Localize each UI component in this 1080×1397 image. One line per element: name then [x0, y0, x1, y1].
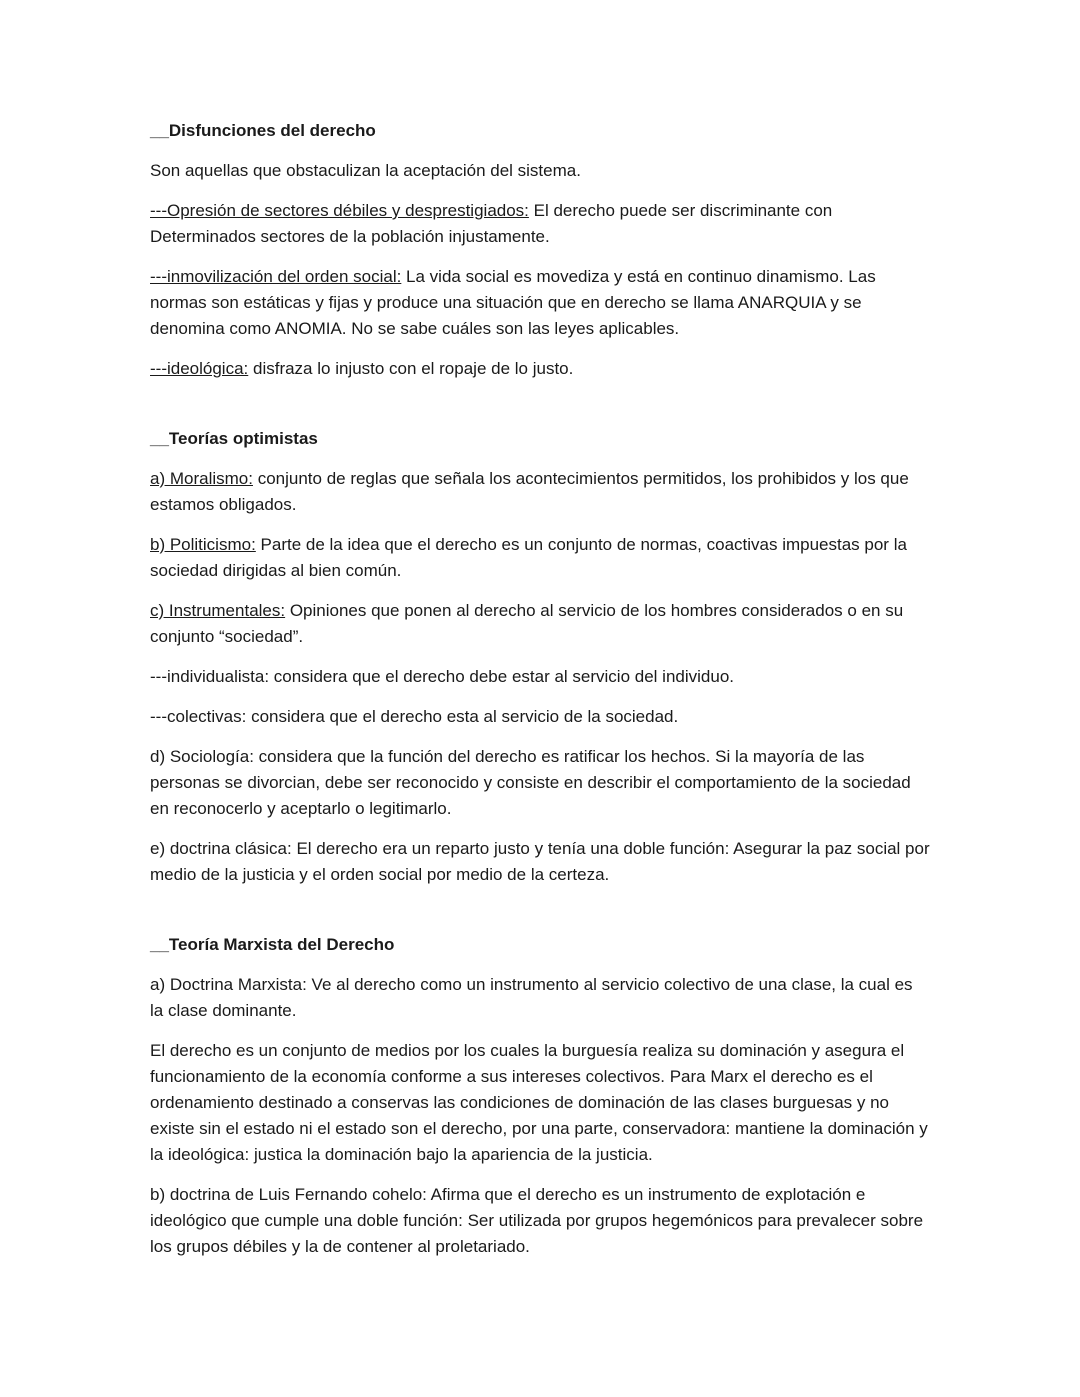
paragraph — [150, 198, 930, 250]
paragraph — [150, 664, 930, 690]
document-body — [150, 118, 930, 1260]
text-run: d) Sociología: considera que la función del derecho es ratificar los hechos. Si la mayoría de las personas se divorcian, debe ser reconocido y consiste en describir el comportamiento de la sociedad en reconocerlo y aceptarlo o legitimarlo. — [150, 747, 911, 818]
paragraph — [150, 158, 930, 184]
text-run: __Disfunciones del derecho — [150, 121, 376, 140]
text-run: b) Politicismo: — [150, 535, 256, 554]
text-run: El derecho puede ser discriminante con Determinados sectores de la población injustamente. — [150, 201, 833, 246]
text-run: b) doctrina de Luis Fernando cohelo: Afirma que el derecho es un instrumento de explotación e ideológico que cumple una doble función: Ser utilizada por grupos hegemónicos para prevalecer sobre los grupos débiles y la de contener al proletariado. — [150, 1185, 924, 1256]
paragraph — [150, 356, 930, 382]
paragraph — [150, 598, 930, 650]
paragraph — [150, 836, 930, 888]
text-run: e) doctrina clásica: El derecho era un reparto justo y tenía una doble función: Asegurar la paz social por medio de la justicia y el orden social por medio de la certeza. — [150, 839, 930, 884]
text-run: ---Opresión de sectores débiles y desprestigiados: — [150, 201, 529, 220]
section-heading — [150, 426, 930, 452]
paragraph — [150, 466, 930, 518]
text-run: a) Doctrina Marxista: Ve al derecho como un instrumento al servicio colectivo de una clase, la cual es la clase dominante. — [150, 975, 913, 1020]
text-run: El derecho es un conjunto de medios por los cuales la burguesía realiza su dominación y asegura el funcionamiento de la economía conforme a sus intereses colectivos. Para Marx el derecho es el ordenamiento destinado a conservas las condiciones de dominación de las clases burguesas y no existe sin el estado ni el estado son el derecho, por una parte, conservadora: mantiene la dominación y la ideológica: justica la dominación bajo la apariencia de la justicia. — [150, 1041, 928, 1164]
text-run: ---colectivas: considera que el derecho esta al servicio de la sociedad. — [150, 707, 679, 726]
paragraph — [150, 264, 930, 342]
text-run: a) Moralismo: — [150, 469, 253, 488]
paragraph — [150, 704, 930, 730]
paragraph — [150, 744, 930, 822]
section-heading — [150, 118, 930, 144]
text-run: ---inmovilización del orden social: — [150, 267, 402, 286]
text-run: c) Instrumentales: — [150, 601, 286, 620]
text-run: La vida social es movediza y está en continuo dinamismo. Las normas son estáticas y fijas y produce una situación que en derecho se llama ANARQUIA y se denomina como ANOMIA. No se sabe cuáles son las leyes aplicables. — [150, 267, 876, 338]
text-run: __Teorías optimistas — [150, 429, 318, 448]
paragraph — [150, 1038, 930, 1168]
section-heading — [150, 932, 930, 958]
paragraph — [150, 972, 930, 1024]
text-run: __Teoría Marxista del Derecho — [150, 935, 395, 954]
text-run: conjunto de reglas que señala los acontecimientos permitidos, los prohibidos y los que estamos obligados. — [150, 469, 909, 514]
text-run: Opiniones que ponen al derecho al servicio de los hombres considerados o en su conjunto “sociedad”. — [150, 601, 904, 646]
text-run: ---individualista: considera que el derecho debe estar al servicio del individuo. — [150, 667, 734, 686]
text-run: ---ideológica: — [150, 359, 249, 378]
text-run: Parte de la idea que el derecho es un conjunto de normas, coactivas impuestas por la sociedad dirigidas al bien común. — [150, 535, 907, 580]
paragraph — [150, 532, 930, 584]
text-run: disfraza lo injusto con el ropaje de lo justo. — [248, 359, 574, 378]
paragraph — [150, 1182, 930, 1260]
text-run: Son aquellas que obstaculizan la aceptación del sistema. — [150, 161, 581, 180]
